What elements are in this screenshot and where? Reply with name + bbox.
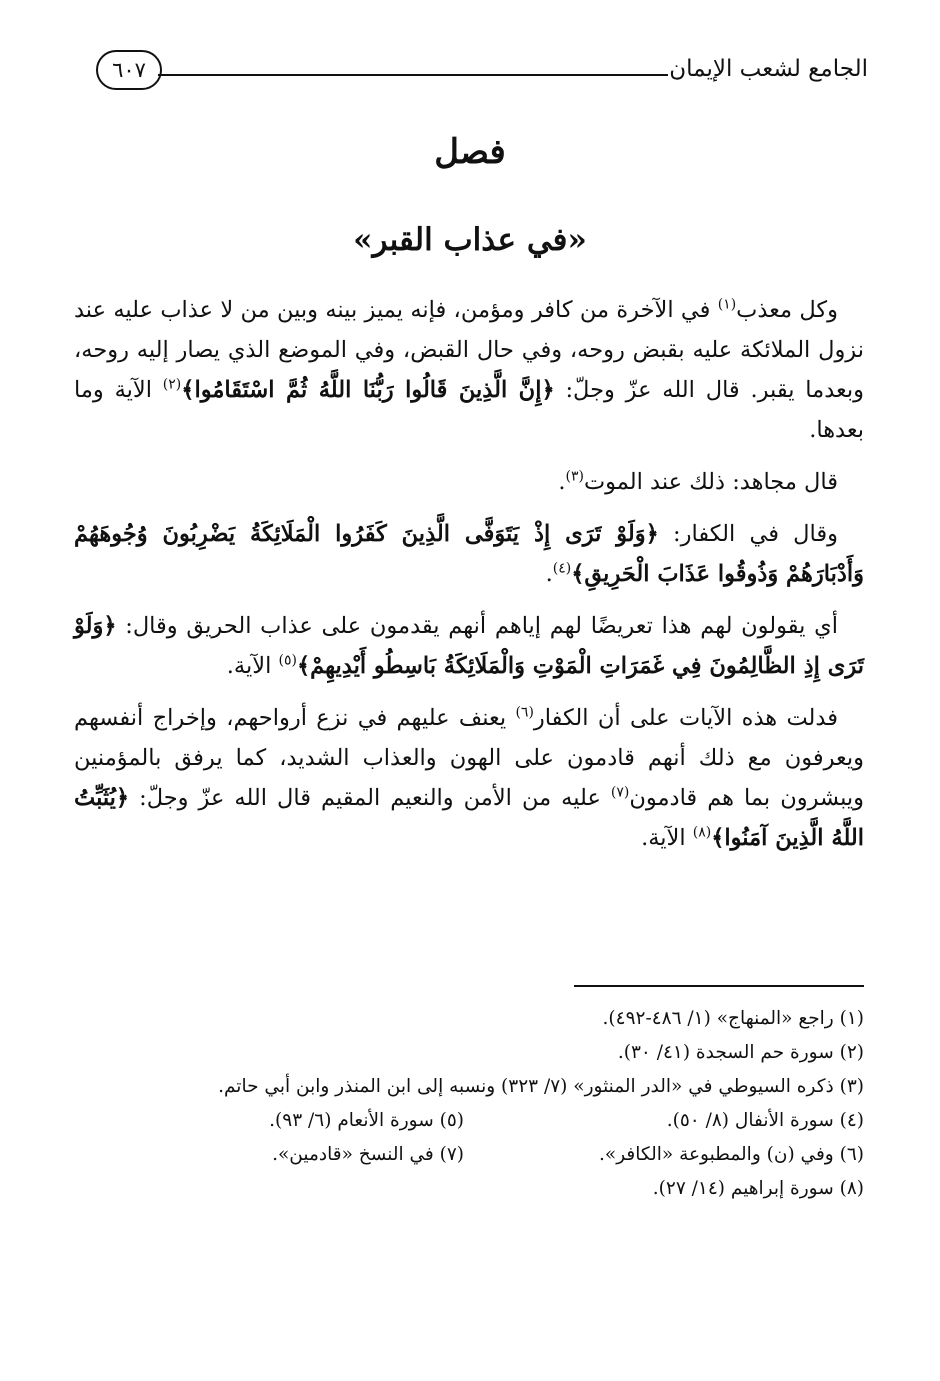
footnote-row [74, 1172, 864, 1206]
paragraph-text: عليه من الأمن والنعيم المقيم قال الله عزّ وجلّ: [129, 785, 611, 811]
footnote-row [74, 1070, 864, 1104]
footnote-ref[interactable]: (٢) [162, 376, 182, 393]
paragraph-text: . [558, 469, 566, 495]
body-text [74, 290, 864, 870]
paragraph-text: الآية وما بعدها. [74, 377, 864, 443]
footnote-row [74, 1138, 864, 1172]
quran-verse: ﴿إِنَّ الَّذِينَ قَالُوا رَبُّنَا اللَّهُ ثُمَّ اسْتَقَامُوا﴾ [181, 377, 555, 403]
paragraph-2 [74, 462, 864, 502]
paragraph-text: يعنف عليهم في نزع أرواحهم، وإخراج أنفسهم ويعرفون مع ذلك أنهم قادمون على الهون والعذاب الشديد، كما يرفق بالمؤمنين ويبشرون بما هم قادمون [74, 705, 864, 811]
paragraph-4 [74, 606, 864, 686]
paragraph-1 [74, 290, 864, 450]
footnote-6: (٦) وفي (ن) والمطبوعة «الكافر». [599, 1144, 864, 1165]
running-title: الجامع لشعب الإيمان [669, 56, 868, 82]
section-title: «في عذاب القبر» [353, 222, 587, 258]
footnote-separator [574, 985, 864, 987]
footnotes [74, 1002, 864, 1206]
paragraph-text: وكل معذب [736, 297, 838, 323]
footnote-4: (٤) سورة الأنفال (٨/ ٥٠). [666, 1110, 864, 1131]
page-number: ٦٠٧ [96, 50, 162, 90]
footnote-2: (٢) سورة حم السجدة (٤١/ ٣٠). [617, 1042, 864, 1063]
footnote-row [74, 1104, 864, 1138]
footnote-row [74, 1036, 864, 1070]
footnote-ref[interactable]: (٤) [552, 560, 572, 577]
footnote-3: (٣) ذكره السيوطي في «الدر المنثور» (٧/ ٣٢٣) ونسبه إلى ابن المنذر وابن أبي حاتم. [218, 1076, 864, 1097]
paragraph-text: في الآخرة من كافر ومؤمن، فإنه يميز بينه وبين من لا عذاب عليه عند نزول الملائكة عليه بقبض روحه، وفي حال القبض، وفي الموضع الذي يصار إليه روحه، وبعدما يقبر. قال الله عزّ وجلّ: [74, 297, 864, 403]
running-header [96, 48, 868, 100]
quran-verse: ﴿وَلَوْ تَرَى إِذْ يَتَوَفَّى الَّذِينَ كَفَرُوا الْمَلَائِكَةُ يَضْرِبُونَ وُجُوهَهُمْ وَأَدْبَارَهُمْ وَذُوقُوا عَذَابَ الْحَرِيقِ﴾ [74, 521, 864, 587]
paragraph-text: أي يقولون لهم هذا تعريضًا لهم إياهم أنهم يقدمون على عذاب الحريق وقال: [116, 613, 838, 639]
footnote-ref[interactable]: (٣) [565, 468, 584, 485]
paragraph-5 [74, 698, 864, 858]
footnote-ref[interactable]: (٥) [278, 652, 297, 669]
header-rule [158, 74, 668, 76]
footnote-ref[interactable]: (٨) [692, 824, 712, 841]
paragraph-text: الآية. [641, 825, 693, 851]
footnote-ref[interactable]: (٧) [610, 784, 630, 801]
paragraph-text: فدلت هذه الآيات على أن الكفار [533, 705, 838, 731]
quran-verse: ﴿يُثَبِّتُ اللَّهُ الَّذِينَ آمَنُوا﴾ [74, 785, 864, 851]
paragraph-text: قال مجاهد: ذلك عند الموت [583, 469, 838, 495]
footnote-5: (٥) سورة الأنعام (٦/ ٩٣). [269, 1110, 464, 1131]
paragraph-text: وقال في الكفار: [658, 521, 838, 547]
quran-verse: ﴿وَلَوْ تَرَى إِذِ الظَّالِمُونَ فِي غَمَرَاتِ الْمَوْتِ وَالْمَلَائِكَةُ بَاسِطُو أَيْدِيهِمْ﴾ [74, 613, 864, 679]
paragraph-text: الآية. [226, 653, 279, 679]
chapter-title: فصل [434, 132, 506, 172]
footnote-8: (٨) سورة إبراهيم (١٤/ ٢٧). [652, 1178, 864, 1199]
footnote-row [74, 1002, 864, 1036]
paragraph-text: . [545, 561, 553, 587]
footnote-ref[interactable]: (١) [717, 296, 737, 313]
paragraph-3 [74, 514, 864, 594]
footnote-7: (٧) في النسخ «قادمين». [272, 1144, 464, 1165]
footnote-ref[interactable]: (٦) [515, 704, 534, 721]
footnote-1: (١) راجع «المنهاج» (١/ ٤٨٦-٤٩٢). [602, 1008, 864, 1029]
